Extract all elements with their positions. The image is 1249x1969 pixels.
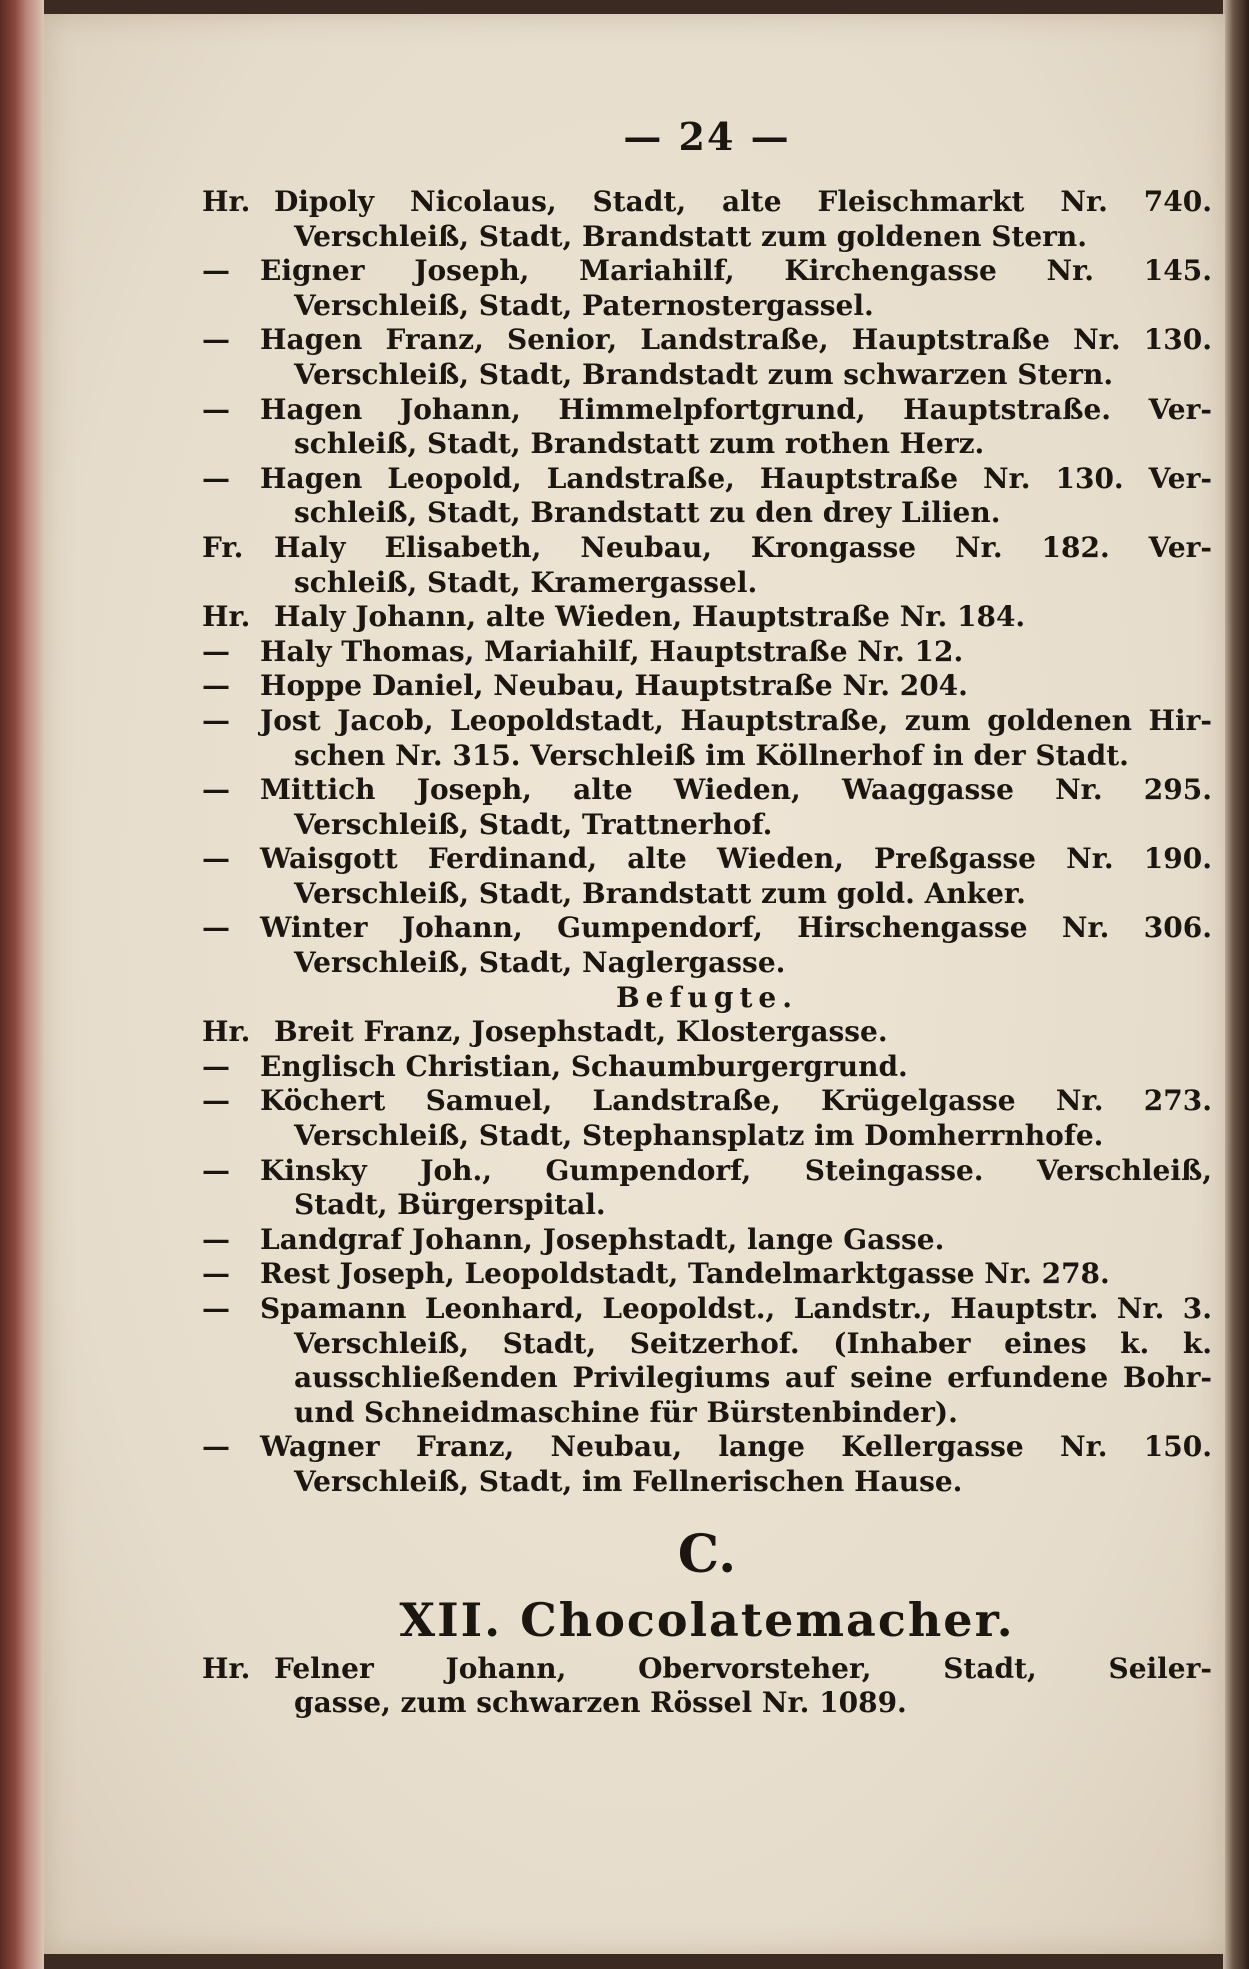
entry-text: Kinsky Joh., Gumpendorf, Steingasse. Verschleiß, — [260, 1153, 1212, 1187]
entry-text: Verschleiß, Stadt, Paternostergassel. — [294, 288, 874, 322]
entry-text: Verschleiß, Stadt, Brandstatt zum gold. Anker. — [294, 876, 1026, 910]
entry-prefix: — — [202, 669, 230, 703]
entry-prefix: — — [202, 773, 230, 807]
directory-entry — [202, 911, 1212, 980]
directory-entry — [202, 1050, 1212, 1085]
entry-text: Köchert Samuel, Landstraße, Krügelgasse Nr. 273. — [260, 1084, 1212, 1118]
entry-text: Verschleiß, Stadt, Seitzerhof. (Inhaber eines k. k. — [294, 1326, 1212, 1360]
entry-text: Rest Joseph, Leopoldstadt, Tandelmarktgasse Nr. 278. — [260, 1257, 1110, 1291]
entry-text: Verschleiß, Stadt, Brandstadt zum schwarzen Stern. — [294, 357, 1114, 391]
directory-entry — [202, 1257, 1212, 1292]
directory-entry — [202, 1154, 1212, 1223]
entry-first-line — [202, 842, 1212, 877]
entry-first-line — [202, 323, 1212, 358]
entry-continuation-line — [202, 1686, 1212, 1721]
entry-prefix: — — [202, 392, 230, 426]
entry-text: Dipoly Nicolaus, Stadt, alte Fleischmarkt Nr. 740. — [274, 185, 1212, 218]
entry-prefix: — — [202, 1292, 230, 1325]
directory-entry — [202, 185, 1212, 254]
entry-continuation-line — [202, 1327, 1212, 1362]
directory-entry — [202, 773, 1212, 842]
entry-text: Verschleiß, Stadt, Brandstatt zum goldenen Stern. — [294, 219, 1088, 253]
entry-continuation-line — [202, 289, 1212, 324]
entry-first-line — [202, 1292, 1212, 1327]
entry-text: schleiß, Stadt, Brandstatt zum rothen Herz. — [294, 427, 985, 461]
entry-text: Verschleiß, Stadt, Trattnerhof. — [294, 807, 773, 841]
entry-text: Stadt, Bürgerspital. — [294, 1188, 606, 1222]
page-edge — [1223, 0, 1249, 1969]
directory-entry — [202, 254, 1212, 323]
entry-continuation-line — [202, 1396, 1212, 1431]
entry-prefix: — — [202, 703, 230, 737]
entry-prefix: — — [202, 1049, 230, 1083]
entry-text: Felner Johann, Obervorsteher, Stadt, Seiler- — [274, 1651, 1212, 1685]
entry-first-line — [202, 393, 1212, 428]
page-content — [202, 114, 1212, 1721]
entry-prefix: — — [202, 842, 230, 876]
directory-entry — [202, 1292, 1212, 1430]
entry-first-line — [202, 1652, 1212, 1687]
directory-entry — [202, 600, 1212, 635]
entry-text: Verschleiß, Stadt, Stephansplatz im Domherrnhofe. — [294, 1119, 1104, 1153]
entry-text: Spamann Leonhard, Leopoldst., Landstr., Hauptstr. Nr. 3. — [260, 1292, 1212, 1325]
entry-first-line — [202, 1257, 1212, 1292]
entry-text: Englisch Christian, Schaumburgergrund. — [260, 1049, 908, 1083]
page-number: — 24 — — [623, 114, 791, 159]
entry-first-line — [202, 1223, 1212, 1258]
entry-first-line — [202, 462, 1212, 497]
entry-first-line — [202, 1154, 1212, 1189]
entry-text: Hoppe Daniel, Neubau, Hauptstraße Nr. 204. — [260, 669, 968, 703]
entry-prefix: — — [202, 1084, 230, 1118]
directory-entry — [202, 531, 1212, 600]
entry-continuation-line — [202, 1361, 1212, 1396]
befugte-heading: Befugte. — [616, 980, 798, 1014]
entry-continuation-line — [202, 739, 1212, 774]
entry-prefix: — — [202, 254, 230, 288]
entry-prefix: — — [202, 1257, 230, 1291]
entry-text: Breit Franz, Josephstadt, Klostergasse. — [274, 1015, 888, 1049]
directory-entry — [202, 1084, 1212, 1153]
entry-continuation-line — [202, 877, 1212, 912]
entry-first-line — [202, 1430, 1212, 1465]
entry-text: ausschließenden Privilegiums auf seine erfundene Bohr- — [294, 1361, 1212, 1395]
entry-continuation-line — [202, 946, 1212, 981]
section-title: XII. Chocolatemacher. — [399, 1592, 1015, 1647]
directory-entry — [202, 704, 1212, 773]
entry-text: schen Nr. 315. Verschleiß im Köllnerhof in der Stadt. — [294, 738, 1129, 772]
directory-entry — [202, 1430, 1212, 1499]
entry-text: Hagen Franz, Senior, Landstraße, Hauptstraße Nr. 130. — [260, 323, 1212, 357]
entry-prefix: Hr. — [202, 1015, 251, 1049]
entry-first-line — [202, 911, 1212, 946]
entry-text: Verschleiß, Stadt, Naglergasse. — [294, 946, 786, 980]
entry-prefix: — — [202, 1222, 230, 1256]
entry-text: Eigner Joseph, Mariahilf, Kirchengasse Nr. 145. — [260, 254, 1212, 288]
entries-list — [202, 185, 1212, 981]
entry-text: und Schneidmaschine für Bürstenbinder). — [294, 1395, 958, 1429]
entry-continuation-line — [202, 1188, 1212, 1223]
entry-continuation-line — [202, 808, 1212, 843]
entry-text: Verschleiß, Stadt, im Fellnerischen Hause. — [294, 1464, 963, 1498]
book-spine — [0, 0, 44, 1969]
entry-first-line — [202, 704, 1212, 739]
directory-entry — [202, 1223, 1212, 1258]
entry-prefix: Hr. — [202, 600, 251, 634]
entry-continuation-line — [202, 1465, 1212, 1500]
entry-text: Hagen Leopold, Landstraße, Hauptstraße Nr. 130. Ver- — [260, 461, 1212, 495]
entry-first-line — [202, 773, 1212, 808]
entry-first-line — [202, 669, 1212, 704]
entry-text: gasse, zum schwarzen Rössel Nr. 1089. — [294, 1686, 907, 1720]
entry-continuation-line — [202, 496, 1212, 531]
directory-entry — [202, 323, 1212, 392]
entry-text: schleiß, Stadt, Brandstatt zu den drey Lilien. — [294, 496, 1001, 530]
entry-text: schleiß, Stadt, Kramergassel. — [294, 565, 758, 599]
directory-entry — [202, 1652, 1212, 1721]
chocolate-list — [202, 1652, 1212, 1721]
entry-first-line — [202, 1050, 1212, 1085]
entry-text: Wagner Franz, Neubau, lange Kellergasse Nr. 150. — [260, 1430, 1212, 1464]
entry-first-line — [202, 531, 1212, 566]
entry-prefix: — — [202, 911, 230, 945]
entry-prefix: Fr. — [202, 530, 244, 564]
directory-entry — [202, 462, 1212, 531]
entry-prefix: Hr. — [202, 185, 251, 218]
entry-continuation-line — [202, 1119, 1212, 1154]
book-page — [44, 14, 1225, 1954]
entry-prefix: — — [202, 1430, 230, 1464]
entry-continuation-line — [202, 566, 1212, 601]
entry-first-line — [202, 185, 1212, 220]
directory-entry — [202, 669, 1212, 704]
entry-text: Haly Thomas, Mariahilf, Hauptstraße Nr. 12. — [260, 634, 964, 668]
entry-first-line — [202, 1084, 1212, 1119]
entry-text: Hagen Johann, Himmelpfortgrund, Hauptstraße. Ver- — [260, 392, 1212, 426]
entry-text: Haly Elisabeth, Neubau, Krongasse Nr. 182. Ver- — [274, 530, 1212, 564]
entry-prefix: — — [202, 323, 230, 357]
entry-continuation-line — [202, 358, 1212, 393]
directory-entry — [202, 635, 1212, 670]
directory-entry — [202, 842, 1212, 911]
befugte-list — [202, 1015, 1212, 1499]
directory-entry — [202, 1015, 1212, 1050]
entry-text: Mittich Joseph, alte Wieden, Waaggasse Nr. 295. — [260, 773, 1212, 807]
entry-text: Winter Johann, Gumpendorf, Hirschengasse Nr. 306. — [260, 911, 1212, 945]
entry-text: Haly Johann, alte Wieden, Hauptstraße Nr. 184. — [274, 600, 1026, 634]
entry-text: Jost Jacob, Leopoldstadt, Hauptstraße, zum goldenen Hir- — [260, 703, 1212, 737]
section-letter: C. — [677, 1523, 737, 1585]
entry-text: Waisgott Ferdinand, alte Wieden, Preßgasse Nr. 190. — [260, 842, 1212, 876]
entry-first-line — [202, 1015, 1212, 1050]
entry-prefix: — — [202, 634, 230, 668]
directory-entry — [202, 393, 1212, 462]
entry-text: Landgraf Johann, Josephstadt, lange Gasse. — [260, 1222, 945, 1256]
entry-first-line — [202, 635, 1212, 670]
entry-first-line — [202, 254, 1212, 289]
entry-first-line — [202, 600, 1212, 635]
entry-continuation-line — [202, 427, 1212, 462]
entry-prefix: — — [202, 1153, 230, 1187]
entry-prefix: Hr. — [202, 1651, 251, 1685]
entry-prefix: — — [202, 461, 230, 495]
entry-continuation-line — [202, 220, 1212, 255]
